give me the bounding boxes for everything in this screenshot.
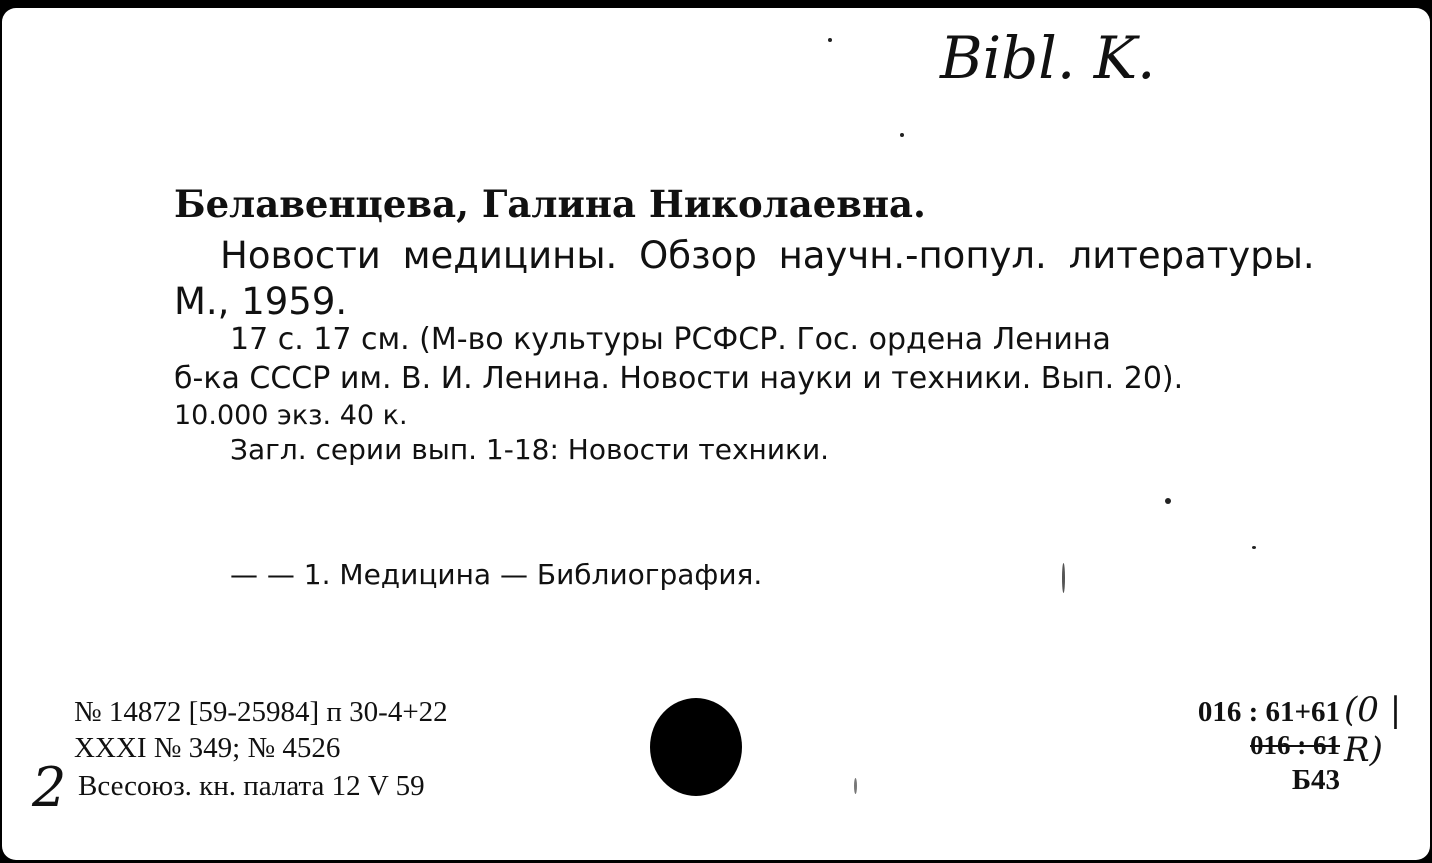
punch-hole: [650, 698, 742, 796]
classification-code-1: 016 : 61+61: [1197, 696, 1340, 728]
handwritten-mark-2: 2: [32, 756, 67, 819]
speck: [828, 38, 832, 42]
speck: [854, 778, 857, 794]
speck: [900, 133, 904, 137]
classification-code-3: Б43: [1291, 764, 1340, 796]
handwritten-note: Bibl. K.: [940, 24, 1156, 92]
title-line-2: М., 1959.: [174, 280, 348, 323]
handwritten-mark-class: (0 | R): [1344, 690, 1402, 770]
classification-code-struck: 016 : 61: [1250, 730, 1340, 760]
description-line-1: 17 с. 17 см. (М-во культуры РСФСР. Гос. ордена Ленина: [230, 322, 1111, 357]
footer-line-2: XXXI № 349; № 4526: [74, 732, 341, 764]
footer-line-3: Всесоюз. кн. палата 12 V 59: [78, 770, 425, 802]
author-name: Белавенцева, Галина Николаевна.: [174, 182, 926, 226]
footer-line-1: № 14872 [59-25984] п 30-4+22: [74, 696, 448, 728]
series-note: Загл. серии вып. 1-18: Новости техники.: [230, 433, 830, 466]
catalog-card: [2, 8, 1430, 860]
speck: [1252, 546, 1256, 549]
description-line-3: 10.000 экз. 40 к.: [174, 400, 408, 431]
speck: [1165, 498, 1171, 504]
description-line-2: б-ка СССР им. В. И. Ленина. Новости науки и техники. Вып. 20).: [174, 361, 1184, 396]
speck: [1062, 563, 1065, 593]
title-line-1: Новости медицины. Обзор научн.-попул. литературы.: [220, 234, 1315, 277]
subject-heading: — — 1. Медицина — Библиография.: [230, 558, 763, 591]
